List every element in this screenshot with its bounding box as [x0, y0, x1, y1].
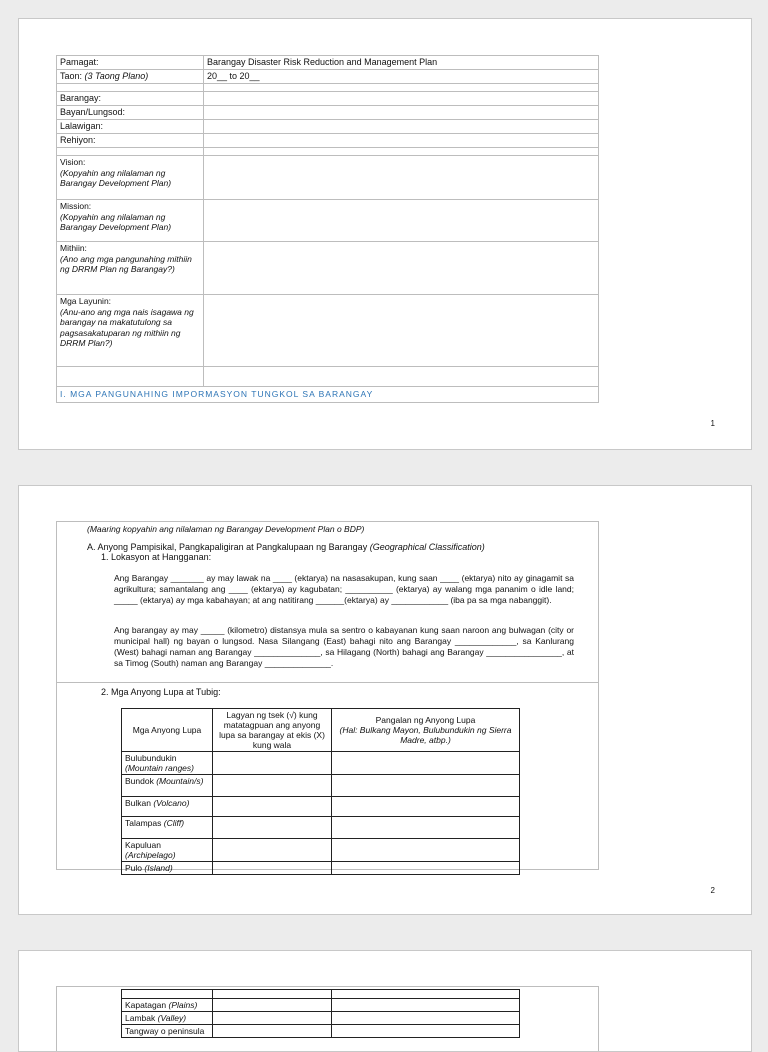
- row-value[interactable]: [204, 156, 599, 200]
- plan-info-row: [57, 106, 599, 120]
- plan-info-row: [57, 148, 599, 156]
- row-label: Mithiin: (Ano ang mga pangunahing mithiin ng DRRM Plan ng Barangay?): [57, 242, 204, 295]
- row-value[interactable]: [204, 92, 599, 106]
- page3-frame: [56, 986, 599, 1052]
- landform-name: Lambak (Valley): [122, 1012, 213, 1025]
- landform-row: [122, 817, 520, 839]
- landform-name-cell[interactable]: [332, 752, 520, 775]
- landform-row: [122, 752, 520, 775]
- plan-info-row: [57, 242, 599, 295]
- row-label: [57, 148, 204, 156]
- barangay-info-frame: [56, 521, 599, 873]
- paragraph-boundaries: Ang barangay ay may _____ (kilometro) distansya mula sa sentro o kabayanan kung saan naroon ang bulwagan (city or municipal hall) ng bayan o lungsod. Nasa Silangang (East) bahagi nito ang Barangay _____________, sa Kanlurang (West) bahagi naman ang Barangay ______________, sa Hilagang (North) bahagi ang Barangay ________________, at sa Timog (South) naman ang Barangay ______________.: [114, 625, 574, 668]
- landform-name-cell[interactable]: [332, 817, 520, 839]
- landform-check-cell[interactable]: [213, 817, 332, 839]
- paragraph-land-area: Ang Barangay _______ ay may lawak na ____ (ektarya) na nasasakupan, kung saan ____ (ektarya) nito ay ginagamit sa agrikultura; samantalang ang ____ (ektarya) ay kagubatan; __________ (ektarya) ay walang mga pananim o idle land; _____ (ektarya) ay mga kabahayan; at ang natitirang ______(ektarya) ay ____________ (iba pa sa mga nabanggit).: [114, 573, 574, 605]
- landform-name: Bulubundukin (Mountain ranges): [122, 752, 213, 775]
- row-label: Barangay:: [57, 92, 204, 106]
- row-value[interactable]: [204, 367, 599, 387]
- plan-info-row: [57, 156, 599, 200]
- landform-check-cell[interactable]: [213, 1025, 332, 1038]
- landform-name: [122, 990, 213, 999]
- plan-info-row: [57, 120, 599, 134]
- row-label: Mga Layunin: (Anu-ano ang mga nais isagawa ng barangay na makatutulong sa pagsasakatuparan ng mithiin ng DRRM Plan?): [57, 295, 204, 367]
- row-label: [57, 367, 204, 387]
- landform-name: Kapatagan (Plains): [122, 999, 213, 1012]
- landform-row: [122, 839, 520, 862]
- row-value[interactable]: [204, 148, 599, 156]
- row-label: Taon: (3 Taong Plano): [57, 70, 204, 84]
- plan-info-row: [57, 92, 599, 106]
- landform-name: Pulo (Island): [122, 862, 213, 875]
- plan-info-row: [57, 56, 599, 70]
- landform-check-cell[interactable]: [213, 1012, 332, 1025]
- plan-info-row: [57, 134, 599, 148]
- landform-check-cell[interactable]: [213, 839, 332, 862]
- landform-name-cell[interactable]: [332, 797, 520, 817]
- landforms-table-continued: [121, 989, 520, 1038]
- row-value[interactable]: 20__ to 20__: [204, 70, 599, 84]
- landform-name-cell[interactable]: [332, 862, 520, 875]
- landform-check-cell[interactable]: [213, 797, 332, 817]
- landform-row: [122, 1025, 520, 1038]
- row-label: [57, 84, 204, 92]
- landform-check-cell[interactable]: [213, 999, 332, 1012]
- row-label: Mission: (Kopyahin ang nilalaman ng Barangay Development Plan): [57, 200, 204, 242]
- landform-row: [122, 862, 520, 875]
- col-header-landform: Mga Anyong Lupa: [122, 709, 213, 752]
- landform-row: [122, 990, 520, 999]
- page-3: [18, 950, 752, 1052]
- landforms-table: [121, 708, 520, 875]
- heading-a: A. Anyong Pampisikal, Pangkapaligiran at Pangkalupaan ng Barangay (Geographical Classification): [87, 542, 485, 552]
- page-number: 1: [710, 419, 715, 428]
- landform-check-cell[interactable]: [213, 752, 332, 775]
- page-2: [18, 485, 752, 915]
- item-anyong-lupa: 2. Mga Anyong Lupa at Tubig:: [101, 687, 221, 697]
- landform-name: Kapuluan (Archipelago): [122, 839, 213, 862]
- landform-name-cell[interactable]: [332, 775, 520, 797]
- row-value[interactable]: [204, 295, 599, 367]
- page-number: 2: [710, 886, 715, 895]
- landform-name-cell[interactable]: [332, 1025, 520, 1038]
- landform-name-cell[interactable]: [332, 839, 520, 862]
- row-value[interactable]: [204, 200, 599, 242]
- row-label: Lalawigan:: [57, 120, 204, 134]
- landform-name-cell[interactable]: [332, 990, 520, 999]
- plan-info-row: [57, 84, 599, 92]
- item-lokasyon: 1. Lokasyon at Hangganan:: [101, 552, 212, 562]
- row-value[interactable]: [204, 84, 599, 92]
- col-header-check: Lagyan ng tsek (√) kung matatagpuan ang anyong lupa sa barangay at ekis (X) kung wala: [213, 709, 332, 752]
- landform-name-cell[interactable]: [332, 1012, 520, 1025]
- landform-name-cell[interactable]: [332, 999, 520, 1012]
- landform-row: [122, 1012, 520, 1025]
- plan-info-row: [57, 295, 599, 367]
- col-header-name: Pangalan ng Anyong Lupa (Hal: Bulkang Mayon, Bulubundukin ng Sierra Madre, atbp.): [332, 709, 520, 752]
- row-value[interactable]: [204, 134, 599, 148]
- landform-row: [122, 999, 520, 1012]
- page-1: [18, 18, 752, 450]
- row-value[interactable]: Barangay Disaster Risk Reduction and Management Plan: [204, 56, 599, 70]
- plan-info-row: [57, 200, 599, 242]
- landform-row: [122, 797, 520, 817]
- landform-check-cell[interactable]: [213, 775, 332, 797]
- section-title: I. MGA PANGUNAHING IMPORMASYON TUNGKOL SA BARANGAY: [57, 387, 599, 403]
- row-label: Pamagat:: [57, 56, 204, 70]
- row-label: Rehiyon:: [57, 134, 204, 148]
- plan-info-row: [57, 70, 599, 84]
- row-value[interactable]: [204, 120, 599, 134]
- plan-info-row: [57, 367, 599, 387]
- landform-row: [122, 775, 520, 797]
- landform-check-cell[interactable]: [213, 862, 332, 875]
- plan-info-table: [56, 55, 599, 403]
- landform-name: Bundok (Mountain/s): [122, 775, 213, 797]
- landform-check-cell[interactable]: [213, 990, 332, 999]
- row-label: Bayan/Lungsod:: [57, 106, 204, 120]
- landform-name: Bulkan (Volcano): [122, 797, 213, 817]
- row-value[interactable]: [204, 242, 599, 295]
- row-label: Vision: (Kopyahin ang nilalaman ng Barangay Development Plan): [57, 156, 204, 200]
- landform-name: Talampas (Cliff): [122, 817, 213, 839]
- row-value[interactable]: [204, 106, 599, 120]
- bdp-note: (Maaring kopyahin ang nilalaman ng Barangay Development Plan o BDP): [87, 524, 365, 534]
- landform-name: Tangway o peninsula: [122, 1025, 213, 1038]
